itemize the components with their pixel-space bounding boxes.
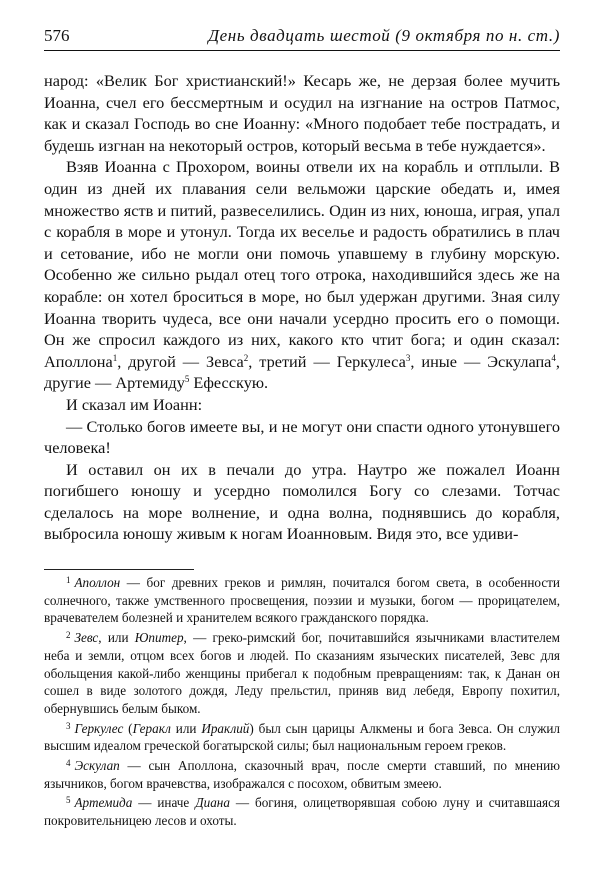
footnote-text: — бог древних греков и римлян, почитался богом света, в особенности солнечного, также умственного просвещения, поэзии и музыки, богом — прорицателем, врачевателем болезней и хранителем всякого гражданского порядка. [44,575,560,626]
footnote-number: 3 [66,720,71,731]
footnote-number: 5 [66,795,71,806]
main-text [44,70,560,545]
paragraph-1: народ: «Велик Бог христианский!» Кесарь же, не дерзая более мучить Иоанна, счел его бессмертным и осудил на изгнание на остров Патмос, как и сказал Господь во сне Иоанну: «Много подобает тебе пострадать, и будешь изгнан на некоторый остров, который весьма в тебе нуждается». [44,71,560,155]
footnote-5 [44,794,560,829]
footnote-connector-2: или [170,720,202,736]
page-header [44,24,560,50]
footnote-term: Эскулап [74,758,120,774]
paragraph-2-text-d: , иные — Эскулапа [410,351,552,371]
paragraph-2-text-c: , третий — Геркулеса [248,351,406,371]
footnote-ref-3: 3 [405,352,411,363]
footnote-1 [44,574,560,627]
footnote-4 [44,757,560,792]
paragraph-4: — Столько богов имеете вы, и не могут они спасти одного утонувшего человека! [44,416,560,458]
footnote-term-alt: Геракл [132,720,171,736]
footnote-text: ) был сын царицы Алкмены и бога Зевса. Он служил высшим идеалом греческой богатырской силы; был национальным героем греков. [44,720,560,754]
paragraph-2-text-b: , другой — Зевса [117,351,244,371]
footnotes [44,574,560,832]
footnote-connector: ( [123,720,133,736]
footnote-connector: , или [98,630,135,646]
footnote-term-alt-2: Ираклий [201,720,250,736]
footnote-term: Зевс [74,630,99,646]
header-rule [44,50,560,51]
paragraph-3: И сказал им Иоанн: [66,394,203,414]
paragraph-2-text-f: Ефесскую. [189,373,269,393]
footnote-ref-2: 2 [243,352,249,363]
running-title: День двадцать шестой (9 октября по н. ст.) [208,26,560,45]
footnote-connector: — иначе [132,795,196,811]
footnote-rule [44,569,194,570]
footnote-number: 2 [66,630,71,641]
footnote-text: — богиня, олицетворявшая собою луну и считавшаяся покровительницею лесов и охоты. [44,795,560,829]
footnote-ref-4: 4 [551,352,556,363]
footnote-term: Геркулес [74,720,124,736]
footnote-ref-1: 1 [112,352,118,363]
footnote-number: 4 [66,758,71,769]
paragraph-5: И оставил он их в печали до утра. Наутро же пожалел Иоанн погибшего юношу и усердно помолился Богу со слезами. Тотчас сделалось на море волнение, и одна волна, поднявшись до корабля, выбросила юношу живым к ногам Иоанновым. Видя это, все удиви- [44,459,560,544]
footnote-number: 1 [66,575,71,585]
footnote-ref-5: 5 [184,374,190,385]
footnote-text: , — греко-римский бог, почитавшийся язычниками властителем неба и земли, отцом всех богов и людей. По сказаниям языческих писателей, Зевс для обольщения какой-либо женщины прибегал к подобным превращениям: так, к Данан он сошел в виде золотого дождя, Леду прельстил, приняв вид лебедя, Европу похитил, обернувшись белым быком. [44,630,560,716]
footnote-term-alt: Юпитер [134,630,184,646]
footnote-2 [44,629,560,718]
paragraph-2-text: Взяв Иоанна с Прохором, воины отвели их на корабль и отплыли. В один из дней их плавания сели вельможи царские обедать и, имея множество яств и питий, развеселились. Один из них, юноша, играя, упал с корабля в море и утонул. Тогда их веселье и радость обратились в плач и сетование, ибо не могли они помочь упавшему в глубину морскую. Особенно же сильно рыдал отец того отрока, находившийся здесь же на корабле: он хотел броситься в море, но был удержан другими. Зная силу Иоанна творить чудеса, все они начали усердно просить его о помощи. Он же спросил каждого из них, какого кто чтит бога; и один сказал: Аполлона [44,157,560,371]
footnote-text: — сын Аполлона, сказочный врач, после смерти ставший, по мнению язычников, богом врачевства, изображался с посохом, обвитым змеею. [44,758,560,791]
paragraph-2 [44,156,560,394]
page-number: 576 [44,26,70,45]
footnote-term-alt: Диана [195,795,230,811]
paragraph-2-text-e: , другие — Артемиду [44,351,560,393]
footnote-term: Артемида [74,795,133,811]
footnote-3 [44,720,560,755]
footnote-term: Аполлон [74,575,121,590]
